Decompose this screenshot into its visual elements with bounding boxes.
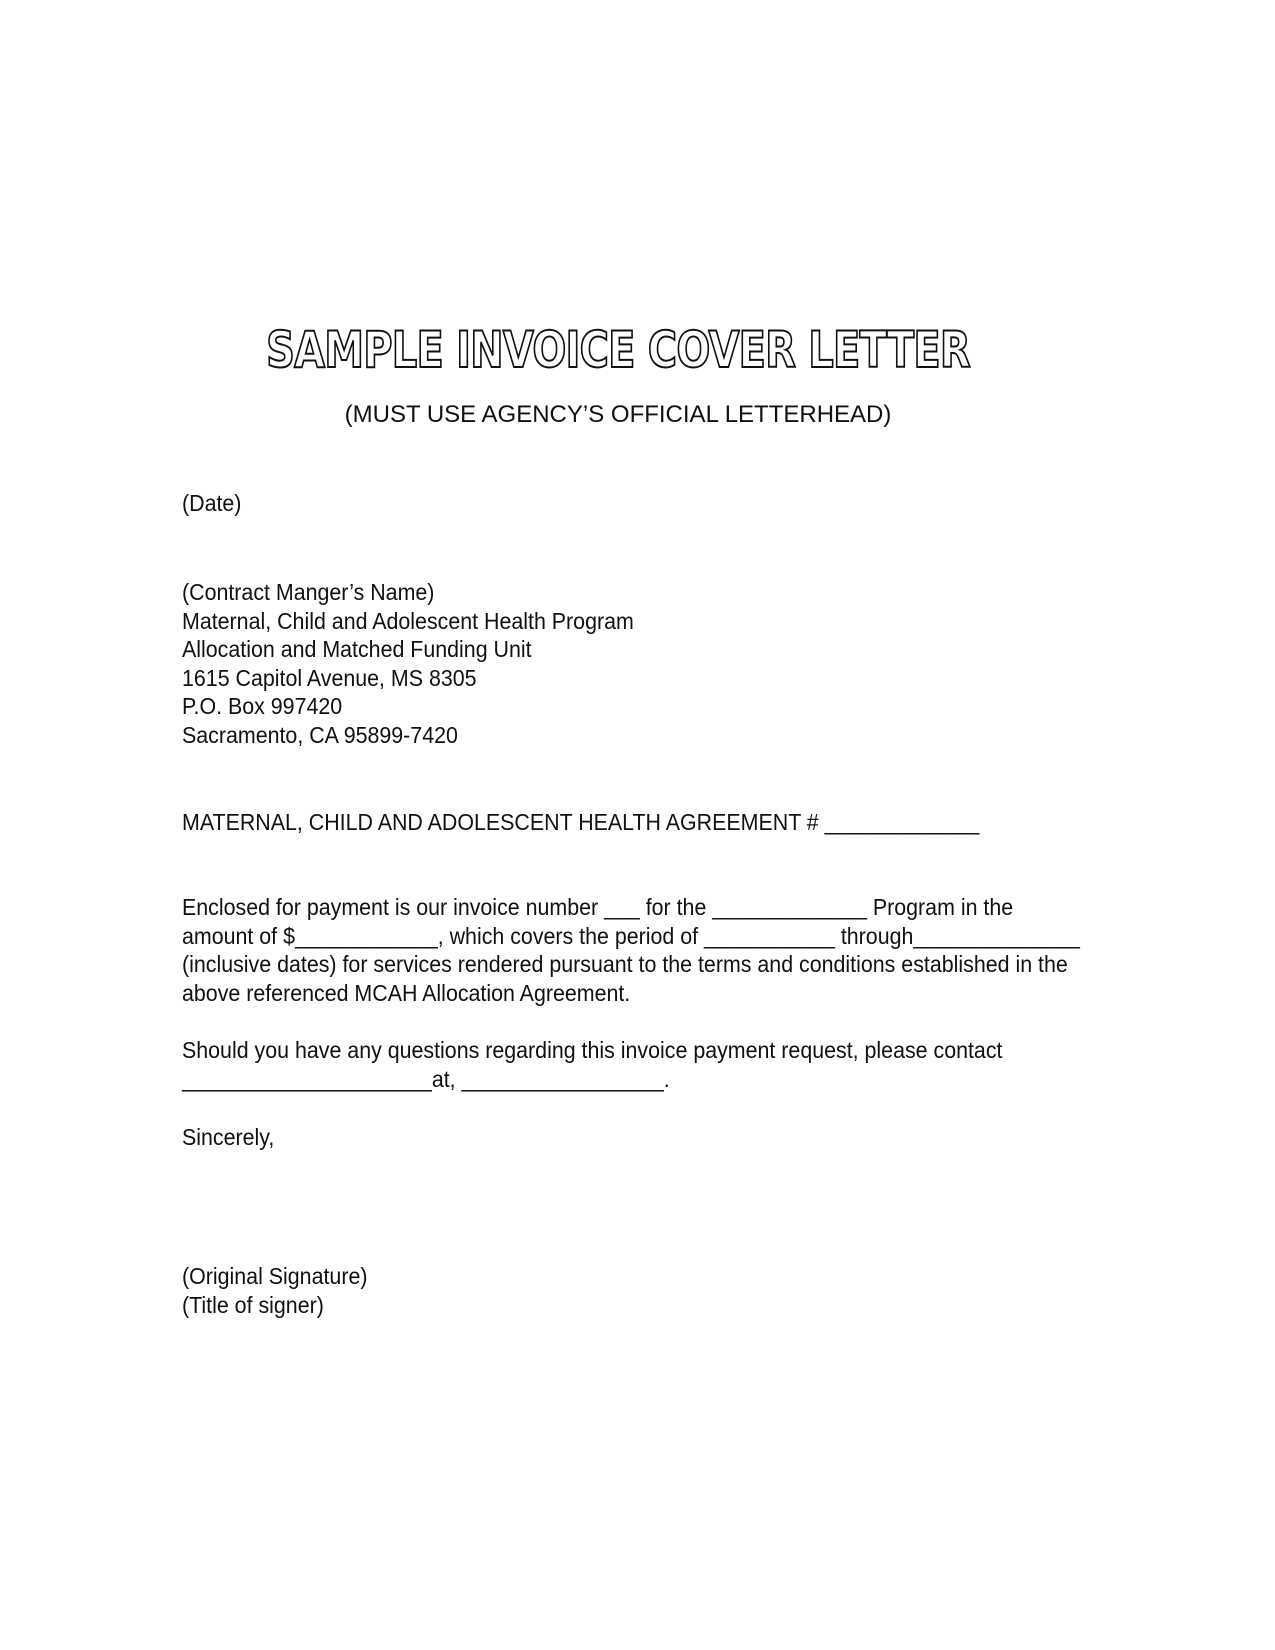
- paragraph-line: (inclusive dates) for services rendered pursuant to the terms and conditions established in the: [182, 951, 1068, 978]
- address-line: 1615 Capitol Avenue, MS 8305: [182, 664, 477, 691]
- paragraph-line: above referenced MCAH Allocation Agreement.: [182, 979, 631, 1006]
- paragraph-line: _____________________at, _________________.: [182, 1065, 670, 1092]
- paragraph-line: Enclosed for payment is our invoice number ___ for the _____________ Program in the: [182, 894, 1014, 920]
- closing-salutation: Sincerely,: [182, 1124, 275, 1150]
- paragraph-line: Should you have any questions regarding this invoice payment request, please contact: [182, 1037, 1003, 1063]
- signature-block: [182, 1262, 367, 1319]
- document-title: SAMPLE INVOICE COVER LETTER: [266, 321, 970, 379]
- address-line: Maternal, Child and Adolescent Health Program: [182, 607, 634, 634]
- signature-line: (Original Signature): [182, 1263, 368, 1289]
- recipient-address-block: [182, 578, 634, 750]
- address-line: Allocation and Matched Funding Unit: [182, 636, 532, 663]
- document-subtitle: (MUST USE AGENCY’S OFFICIAL LETTERHEAD): [344, 401, 892, 428]
- address-line: P.O. Box 997420: [182, 693, 343, 720]
- contact-paragraph: [182, 1036, 1002, 1093]
- signer-title-line: (Title of signer): [182, 1291, 324, 1318]
- paragraph-line: amount of $____________, which covers the period of ___________ through______________: [182, 922, 1080, 949]
- address-line: (Contract Manger’s Name): [182, 579, 435, 605]
- address-line: Sacramento, CA 95899-7420: [182, 721, 458, 748]
- date-placeholder: (Date): [182, 490, 242, 516]
- agreement-number-line: MATERNAL, CHILD AND ADOLESCENT HEALTH AGREEMENT # _____________: [182, 809, 980, 835]
- invoice-paragraph: [182, 893, 1080, 1007]
